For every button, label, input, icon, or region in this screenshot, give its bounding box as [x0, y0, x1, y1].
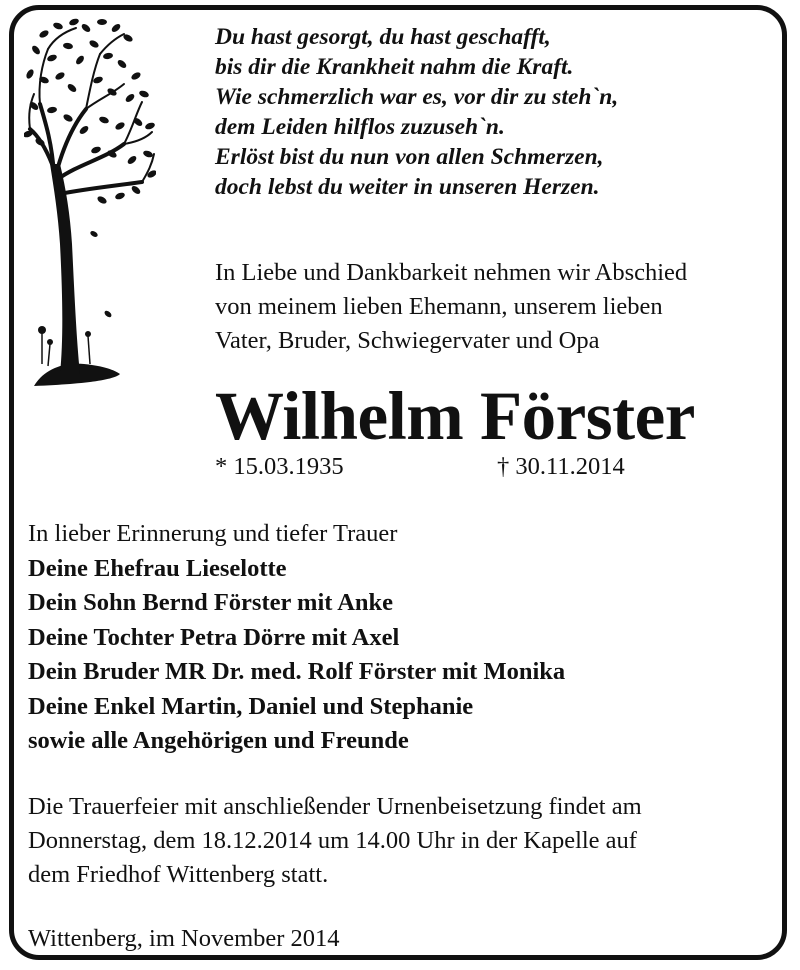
- birth-date: * 15.03.1935: [215, 453, 344, 480]
- poem-line: Erlöst bist du nun von allen Schmerzen,: [215, 144, 604, 170]
- service-line: dem Friedhof Wittenberg statt.: [28, 861, 329, 888]
- poem-line: Wie schmerzlich war es, vor dir zu steh`n,: [215, 84, 619, 110]
- mourner: Deine Enkel Martin, Daniel und Stephanie: [28, 692, 474, 720]
- mourner: Dein Bruder MR Dr. med. Rolf Förster mit Monika: [28, 658, 566, 685]
- mourners-list: [28, 517, 565, 759]
- intro-line: von meinem lieben Ehemann, unserem lieben: [215, 293, 663, 320]
- intro-line: Vater, Bruder, Schwiegervater und Opa: [215, 327, 600, 354]
- deceased-name: Wilhelm Förster: [215, 378, 695, 454]
- poem-line: bis dir die Krankheit nahm die Kraft.: [215, 54, 574, 80]
- mourner: Deine Ehefrau Lieselotte: [28, 554, 287, 582]
- farewell-intro: [215, 256, 687, 358]
- service-line: Die Trauerfeier mit anschließender Urnenbeisetzung findet am: [28, 793, 642, 820]
- poem-line: doch lebst du weiter in unseren Herzen.: [215, 174, 600, 200]
- mourner: sowie alle Angehörigen und Freunde: [28, 727, 409, 754]
- poem: [215, 22, 618, 202]
- place-and-date: Wittenberg, im November 2014: [28, 925, 340, 952]
- poem-line: Du hast gesorgt, du hast geschafft,: [215, 24, 551, 50]
- service-line: Donnerstag, dem 18.12.2014 um 14.00 Uhr in der Kapelle auf: [28, 827, 637, 854]
- mourner: Dein Sohn Bernd Förster mit Anke: [28, 589, 394, 616]
- death-date: † 30.11.2014: [497, 453, 625, 480]
- intro-line: In Liebe und Dankbarkeit nehmen wir Abschied: [215, 259, 688, 286]
- funeral-service-info: [28, 790, 642, 892]
- mourners-lead: In lieber Erinnerung und tiefer Trauer: [28, 520, 398, 547]
- mourner: Deine Tochter Petra Dörre mit Axel: [28, 623, 400, 651]
- tree-silhouette-icon: [24, 14, 156, 392]
- poem-line: dem Leiden hilflos zuzuseh`n.: [215, 114, 505, 140]
